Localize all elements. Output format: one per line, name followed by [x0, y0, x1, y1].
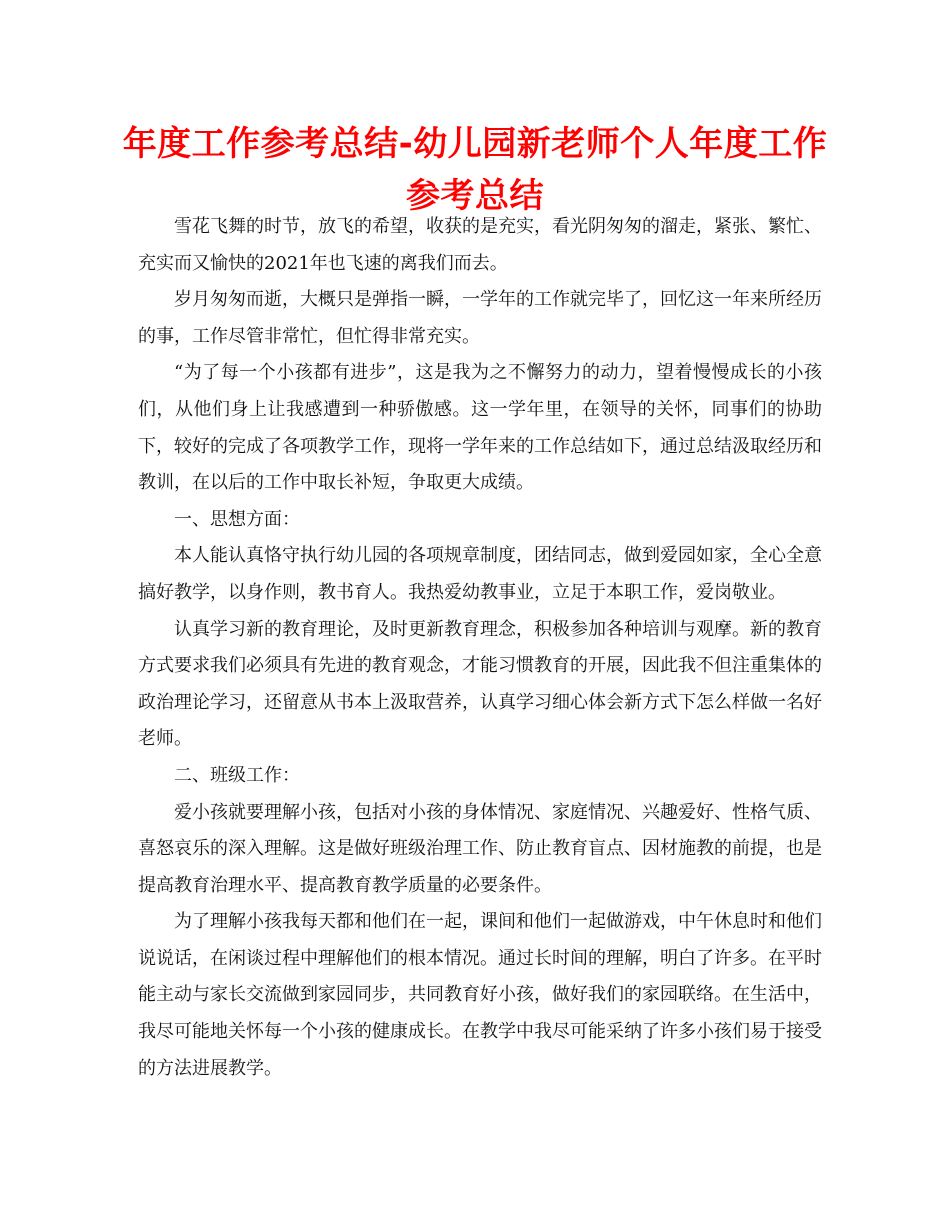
paragraph-thought-learning: 认真学习新的教育理论，及时更新教育理念，积极参加各种培训与观摩。新的教育方式要求我们必须具有先进的教育观念，才能习惯教育的开展，因此我不但注重集体的政治理论学习，还留意从书本上汲取营养，认真学习细心体会新方式下怎么样做一名好老师。	[138, 618, 822, 750]
paragraph-intro: 雪花飞舞的时节，放飞的希望，收获的是充实，看光阴匆匆的溜走，紧张、繁忙、充实而又愉快的2021年也飞速的离我们而去。	[138, 216, 822, 274]
document-title: 年度工作参考总结-幼儿园新老师个人年度工作参考总结	[122, 124, 828, 216]
paragraph-year-review: 岁月匆匆而逝，大概只是弹指一瞬，一学年的工作就完毕了，回忆这一年来所经历的事，工作尽管非常忙，但忙得非常充实。	[138, 289, 822, 347]
paragraph-thought-rules: 本人能认真恪守执行幼儿园的各项规章制度，团结同志，做到爱园如家，全心全意搞好教学，以身作则，教书育人。我热爱幼教事业，立足于本职工作，爱岗敬业。	[138, 545, 822, 603]
section-heading-thought: 一、思想方面：	[174, 508, 300, 530]
paragraph-motivation: “为了每一个小孩都有进步”，这是我为之不懈努力的动力，望着慢慢成长的小孩们，从他们身上让我感遭到一种骄傲感。这一学年里，在领导的关怀，同事们的协助下，较好的完成了各项教学工作，现将一学年来的工作总结如下，通过总结汲取经历和教训，在以后的工作中取长补短，争取更大成绩。	[138, 362, 822, 494]
section-heading-class: 二、班级工作：	[174, 764, 300, 786]
document-body	[138, 209, 822, 1087]
paragraph-class-understanding: 爱小孩就要理解小孩，包括对小孩的身体情况、家庭情况、兴趣爱好、性格气质、喜怒哀乐的深入理解。这是做好班级治理工作、防止教育盲点、因材施教的前提，也是提高教育治理水平、提高教育教学质量的必要条件。	[138, 801, 822, 896]
paragraph-class-daily: 为了理解小孩我每天都和他们在一起，课间和他们一起做游戏，中午休息时和他们说说话，在闲谈过程中理解他们的根本情况。通过长时间的理解，明白了许多。在平时能主动与家长交流做到家园同步，共同教育好小孩，做好我们的家园联络。在生活中，我尽可能地关怀每一个小孩的健康成长。在教学中我尽可能采纳了许多小孩们易于接受的方法进展教学。	[138, 911, 822, 1079]
